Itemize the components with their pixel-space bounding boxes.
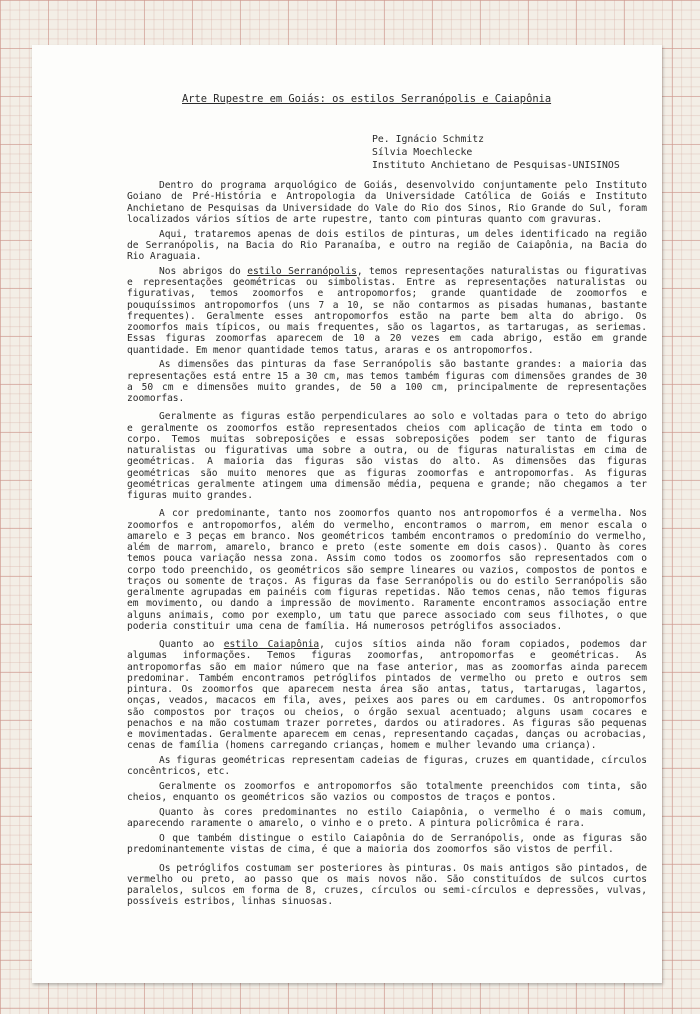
author-name-2: Sílvia Moechlecke: [372, 147, 473, 158]
paragraph-12: Os petróglifos costumam ser posteriores às pinturas. Os mais antigos são pintados, de vermelho ou preto, ao passo que os mais novos não. São constituídos de sulcos curtos paralelos, sulcos em forma de 8, cruzes, círculos ou semi-círculos e depressões, vulvas, possíveis estribos, linhas sinuosas.: [127, 862, 647, 908]
paragraph-8: As figuras geométricas representam cadeias de figuras, cruzes em quantidade, círculos concêntricos, etc.: [127, 755, 647, 778]
paragraph-6: A cor predominante, tanto nos zoomorfos quanto nos antropomorfos é a vermelha. Nos zoomorfos e antropomorfos, além do vermelho, encontramos o marrom, em menor escala o amarelo e 3 peças em branco. Nos geométricos também encontramos o predomínio do vermelho, além de marrom, amarelo, branco e preto (este somente em dois casos). Quanto às cores temos pouca variação nessa zona. Assim como todos os zoomorfos são representados com o corpo todo preenchido, os geométricos são sempre lineares ou vazios, compostos de pontos e traços ou somente de traços. As figuras da fase Serranópolis ou do estilo Serranópolis são geralmente agrupadas em painéis com figuras repetidas. Não temos cenas, não temos figuras em movimento, ou dando a impressão de movimento. Raramente encontramos associação entre alguns animais, como por exemplo, um tatu que parece associado com seus filhotes, o que poderia constituir uma cena de família. Há numerosos petróglifos associados.: [127, 508, 647, 632]
paragraph-7-lead: Quanto ao: [159, 639, 224, 650]
paragraph-7: [127, 639, 647, 752]
paragraph-4: As dimensões das pinturas da fase Serranópolis são bastante grandes: a maioria das representações está entre 15 a 30 cm, mas temos também figuras com dimensões grandes de 30 a 50 cm e dimensões muito grandes, de 50 a 100 cm, principalmente de representações zoomorfas.: [127, 359, 647, 404]
author-institution: Instituto Anchietano de Pesquisas-UNISINOS: [372, 160, 620, 171]
paragraph-11: O que também distingue o estilo Caiapônia do de Serranópolis, onde as figuras são predominantemente vistas de cima, é que a maioria dos zoomorfos são vistos de perfil.: [127, 833, 647, 856]
style-name-serranopolis: estilo Serranópolis: [247, 265, 357, 277]
paragraph-5: Geralmente as figuras estão perpendiculares ao solo e voltadas para o teto do abrigo e geralmente os zoomorfos estão representados cheios com aplicação de tinta em todo o corpo. Temos muitas sobreposições e essas sobreposições podem ser tanto de figuras naturalistas ou figurativas uma sobre a outra, ou de figuras naturalistas em cima de geométricas. A maioria das figuras são vistas do alto. As dimensões das figuras geométricas são muito menores que as figuras zoomorfas e antropomorfas. As figuras geométricas geralmente atingem uma dimensão média, pequena e grande; não chegamos a ter figuras muito grandes.: [127, 411, 647, 501]
paragraph-3-text: , temos representações naturalistas ou figurativas e representações geométricas ou simbolistas. Entre as representações naturalistas ou figurativas, temos zoomorfos e antropomorfos; grande quantidade de zoomorfos e pouquíssimos antropomorfos (uns 7 a 10, se não contarmos as pisadas humanas, bastante frequentes). Geralmente esses antropomorfos estão na parte bem alta do abrigo. Os zoomorfos mais típicos, ou mais frequentes, são os lagartos, as tartarugas, as seriemas. Essas figuras zoomorfas aparecem de 10 a 20 vezes em cada abrigo, estão em grande quantidade. Em menor quantidade temos tatus, araras e os antropomorfos.: [127, 265, 648, 356]
style-name-caiaponia: estilo Caiapônia: [223, 639, 320, 650]
paragraph-3-lead: Nos abrigos do: [159, 265, 248, 277]
paragraph-2: Aqui, trataremos apenas de dois estilos de pinturas, um deles identificado na região de Serranópolis, na Bacia do Rio Paranaíba, e outro na região de Caiapônia, na Bacia do Rio Araguaia.: [127, 228, 647, 262]
document-body: [127, 180, 647, 911]
document-title: Arte Rupestre em Goiás: os estilos Serranópolis e Caiapônia: [182, 93, 552, 105]
paragraph-3: [127, 266, 647, 356]
paragraph-10: Quanto às cores predominantes no estilo Caiapônia, o vermelho é o mais comum, aparecendo raramente o amarelo, o vinho e o preto. A pintura policrômica é rara.: [127, 807, 647, 830]
paragraph-9: Geralmente os zoomorfos e antropomorfos são totalmente preenchidos com tinta, são cheios, enquanto os geométricos são vazios ou compostos de traços e pontos.: [127, 781, 647, 804]
typed-document: [32, 45, 662, 983]
document-page: [32, 45, 662, 983]
paragraph-1: Dentro do programa arquológico de Goiás, desenvolvido conjuntamente pelo Instituto Goiano de Pré-História e Antropologia da Universidade Católica de Goiás e Instituto Anchietano de Pesquisas da Universidade do Vale do Rio dos Sinos, Rio Grande do Sul, foram localizados vários sítios de arte rupestre, tanto com pinturas quanto com gravuras.: [127, 180, 647, 225]
author-name-1: Pe. Ignácio Schmitz: [372, 134, 485, 145]
paragraph-7-text: , cujos sítios ainda não foram copiados, podemos dar algumas informações. Temos figuras zoomorfas, antropomorfas e geométricas. As antropomorfas são em maior número que na fase anterior, mas as zoomorfas ainda parecem predominar. Também encontramos petróglifos pintados de vermelho ou preto e outros sem pintura. Os zoomorfos que aparecem nesta área são antas, tatus, tartarugas, lagartos, onças, veados, macacos em fila, aves, peixes aos pares ou em cardumes. Os antropomorfos são compostos por traços ou cheios, o órgão sexual acentuado; alguns usam cocares e penachos e na mão costumam trazer porretes, dardos ou atiradores. As figuras são pequenas e movimentadas. Geralmente aparecem em cenas, representando caçadas, danças ou acrobacias, cenas de família (homens carregando crianças, homem e mulher levando uma criança).: [127, 639, 647, 752]
